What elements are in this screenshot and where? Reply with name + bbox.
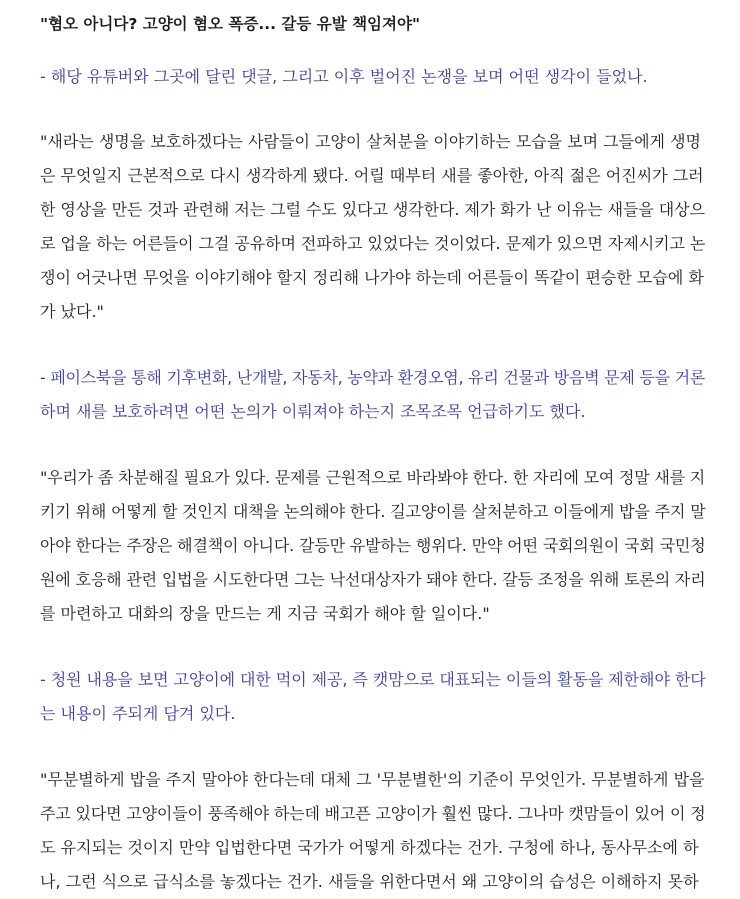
answer-3-line-2: 주고 있다면 고양이들이 풍족해야 하는데 배고픈 고양이가 훨씬 많다. 그나마 캣맘들이 있어 이 정 (40, 804, 706, 823)
answer-1-line-1: "새라는 생명을 보호하겠다는 사람들이 고양이 살처분을 이야기하는 모습을 보며 그들에게 생명 (40, 132, 702, 151)
answer-3-line-4: 나, 그런 식으로 급식소를 놓겠다는 건가. 새들을 위한다면서 왜 고양이의 습성은 이해하지 못하 (40, 872, 699, 891)
answer-1-line-6: 가 났다." (40, 302, 104, 321)
answer-2-line-5: 를 마련하고 대화의 장을 만드는 게 지금 국회가 해야 할 일이다." (40, 604, 490, 623)
answer-3-line-1: "무분별하게 밥을 주지 말아야 한다는데 대체 그 '무분별한'의 기준이 무엇인가. 무분별하게 밥을 (40, 770, 705, 789)
article-headline: "혐오 아니다? 고양이 혐오 폭증... 갈등 유발 책임져야" (40, 15, 421, 33)
question-2-line-1: - 페이스북을 통해 기후변화, 난개발, 자동차, 농약과 환경오염, 유리 건물과 방음벽 문제 등을 거론 (40, 368, 706, 387)
answer-2-line-4: 원에 호응해 관련 입법을 시도한다면 그는 낙선대상자가 돼야 한다. 갈등 조정을 위해 토론의 자리 (40, 570, 706, 589)
interview-answer-3 (40, 763, 708, 899)
answer-1-line-3: 한 영상을 만든 것과 관련해 저는 그럴 수도 있다고 생각한다. 제가 화가 난 이유는 새들을 대상으 (40, 200, 705, 219)
answer-2-line-2: 키기 위해 어떻게 할 것인지 대책을 논의해야 한다. 길고양이를 살처분하고 이들에게 밥을 주지 말 (40, 502, 706, 521)
answer-3-line-3: 도 유지되는 것이지 만약 입법한다면 국가가 어떻게 하겠다는 건가. 구청에 하나, 동사무소에 하 (40, 838, 699, 857)
interview-question-1 (40, 60, 708, 94)
interview-answer-2 (40, 461, 708, 631)
interview-question-2 (40, 361, 708, 429)
answer-1-line-2: 은 무엇일지 근본적으로 다시 생각하게 됐다. 어릴 때부터 새를 좋아한, 아직 젊은 어진씨가 그러 (40, 166, 704, 185)
question-3-line-2: 는 내용이 주되게 담겨 있다. (40, 704, 236, 723)
interview-question-3 (40, 663, 708, 731)
answer-1-line-5: 쟁이 어긋나면 무엇을 이야기해야 할지 정리해 나가야 하는데 어른들이 똑같이 편승한 모습에 화 (40, 268, 704, 287)
question-1-line-1: - 해당 유튜버와 그곳에 달린 댓글, 그리고 이후 벌어진 논쟁을 보며 어떤 생각이 들었나. (40, 67, 648, 86)
question-2-line-2: 하며 새를 보호하려면 어떤 논의가 이뤄져야 하는지 조목조목 언급하기도 했다. (40, 402, 586, 421)
answer-2-line-3: 아야 한다는 주장은 해결책이 아니다. 갈등만 유발하는 행위다. 만약 어떤 국회의원이 국회 국민청 (40, 536, 706, 555)
question-3-line-1: - 청원 내용을 보면 고양이에 대한 먹이 제공, 즉 캣맘으로 대표되는 이들의 활동을 제한해야 한다 (40, 670, 706, 689)
answer-1-line-4: 로 업을 하는 어른들이 그걸 공유하며 전파하고 있었다는 것이었다. 문제가 있으면 자제시키고 논 (40, 234, 706, 253)
interview-answer-1 (40, 125, 708, 329)
article-body (0, 10, 740, 891)
answer-2-line-1: "우리가 좀 차분해질 필요가 있다. 문제를 근원적으로 바라봐야 한다. 한 자리에 모여 정말 새를 지 (40, 468, 706, 487)
